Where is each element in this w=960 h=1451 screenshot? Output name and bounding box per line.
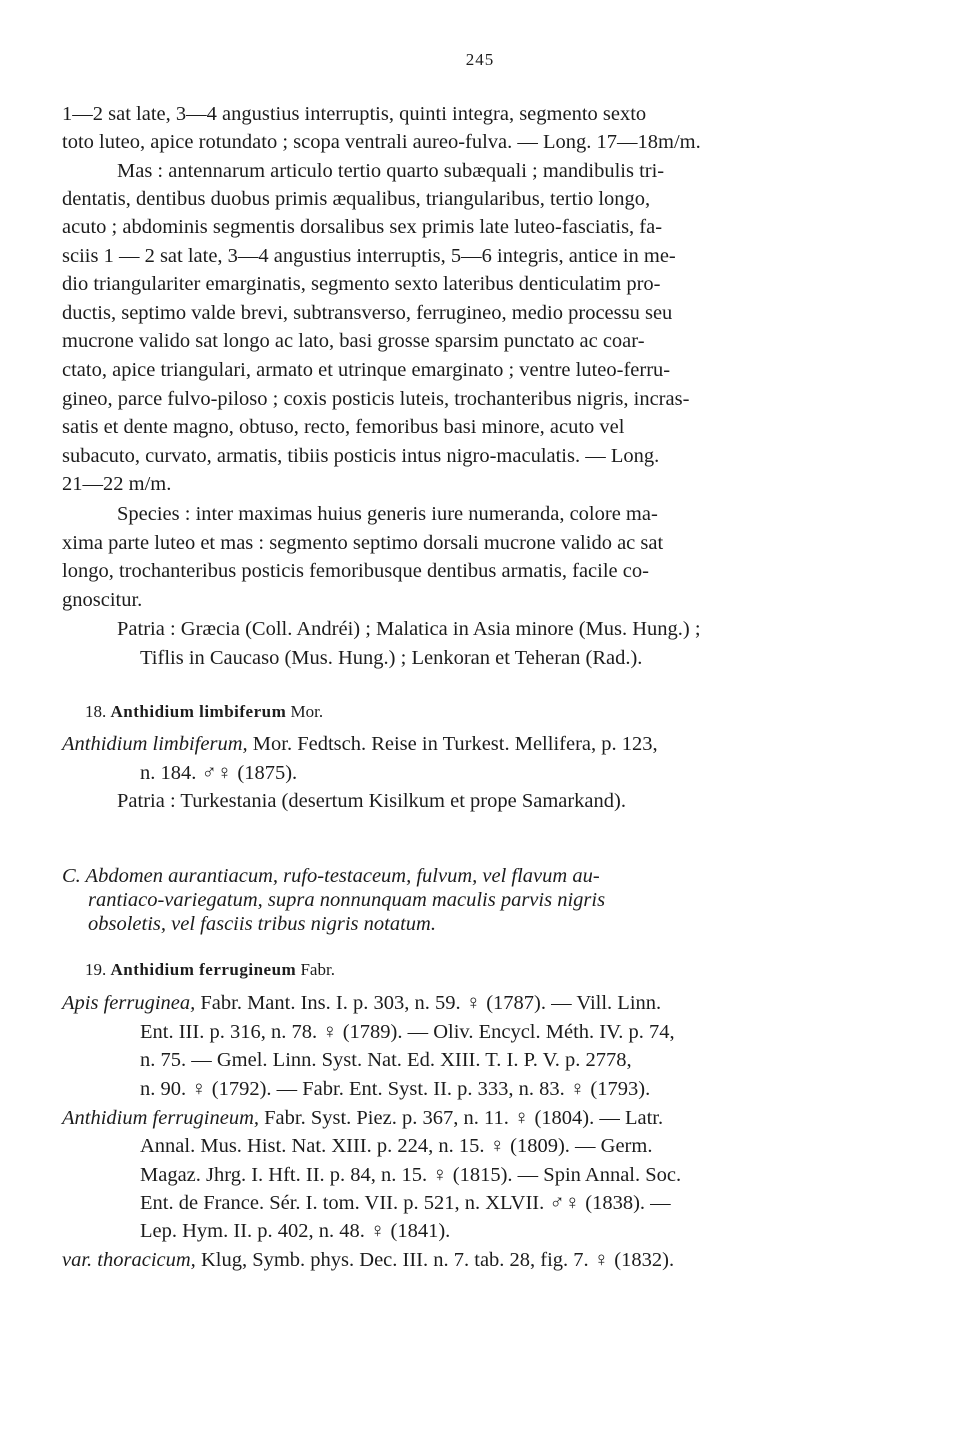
- synonym-line: [62, 1104, 663, 1132]
- page-number: 245: [465, 50, 495, 69]
- synonym-line: [62, 730, 658, 758]
- section-heading-line: obsoletis, vel fasciis tribus nigris notatum.: [88, 913, 436, 935]
- text-line: Ent. III. p. 316, n. 78. ♀ (1789). — Oliv. Encycl. Méth. IV. p. 74,: [140, 1021, 675, 1043]
- text-line: xima parte luteo et mas : segmento septimo dorsali mucrone valido ac sat: [62, 532, 664, 554]
- text-line: n. 184. ♂♀ (1875).: [140, 762, 298, 784]
- text-line: ductis, septimo valde brevi, subtransverso, ferrugineo, medio processu seu: [62, 302, 673, 324]
- text-line: sciis 1 — 2 sat late, 3—4 angustius interruptis, 5—6 integris, antice in me-: [62, 245, 676, 267]
- text-line: Patria : Græcia (Coll. Andréi) ; Malatica in Asia minore (Mus. Hung.) ;: [117, 618, 701, 640]
- text-line: Annal. Mus. Hist. Nat. XIII. p. 224, n. 15. ♀ (1809). — Germ.: [140, 1135, 653, 1157]
- text-line: satis et dente magno, obtuso, recto, femoribus basi minore, acuto vel: [62, 416, 625, 438]
- text-line: 1—2 sat late, 3—4 angustius interruptis, quinti integra, segmento sexto: [62, 103, 647, 125]
- synonym-name: Apis ferruginea,: [62, 992, 196, 1014]
- synonym-reference: Mor. Fedtsch. Reise in Turkest. Mellifera, p. 123,: [252, 733, 658, 755]
- synonym-name: Anthidium limbiferum,: [62, 733, 248, 755]
- synonym-line: [62, 989, 661, 1017]
- synonym-name: var. thoracicum,: [62, 1249, 196, 1271]
- text-line: toto luteo, apice rotundato ; scopa ventrali aureo-fulva. — Long. 17—18m/m.: [62, 131, 701, 153]
- synonym-reference: Fabr. Syst. Piez. p. 367, n. 11. ♀ (1804). — Latr.: [264, 1107, 664, 1129]
- text-line: Lep. Hym. II. p. 402, n. 48. ♀ (1841).: [140, 1220, 451, 1242]
- text-line: ctato, apice triangulari, armato et utrinque emarginato ; ventre luteo-ferru-: [62, 359, 671, 381]
- text-line: mucrone valido sat longo ac lato, basi grosse sparsim punctato ac coar-: [62, 330, 645, 352]
- text-line: 21—22 m/m.: [62, 473, 172, 495]
- synonym-reference: Fabr. Mant. Ins. I. p. 303, n. 59. ♀ (1787). — Vill. Linn.: [200, 992, 662, 1014]
- synonym-line: [62, 1246, 674, 1274]
- text-line: gnoscitur.: [62, 589, 143, 611]
- text-line: n. 90. ♀ (1792). — Fabr. Ent. Syst. II. p. 333, n. 83. ♀ (1793).: [140, 1078, 651, 1100]
- species-name: Anthidium ferrugineum: [110, 960, 297, 979]
- species-name: Anthidium limbiferum: [110, 702, 287, 721]
- species-author: Mor.: [290, 702, 324, 721]
- text-line: dentatis, dentibus duobus primis æqualibus, triangularibus, tertio longo,: [62, 188, 651, 210]
- text-line: Tiflis in Caucaso (Mus. Hung.) ; Lenkoran et Teheran (Rad.).: [140, 647, 643, 669]
- text-line: Species : inter maximas huius generis iure numeranda, colore ma-: [117, 503, 658, 525]
- species-number: 18.: [85, 702, 107, 721]
- section-heading-line: C. Abdomen aurantiacum, rufo-testaceum, fulvum, vel flavum au-: [62, 865, 600, 887]
- synonym-reference: Klug, Symb. phys. Dec. III. n. 7. tab. 28, fig. 7. ♀ (1832).: [200, 1249, 675, 1271]
- section-heading-line: rantiaco-variegatum, supra nonnunquam maculis parvis nigris: [88, 889, 606, 911]
- text-line: subacuto, curvato, armatis, tibiis posticis intus nigro-maculatis. — Long.: [62, 445, 660, 467]
- text-line: gineo, parce fulvo-piloso ; coxis posticis luteis, trochanteribus nigris, incras-: [62, 388, 690, 410]
- species-author: Fabr.: [300, 960, 335, 979]
- text-line: Mas : antennarum articulo tertio quarto subæquali ; mandibulis tri-: [117, 160, 665, 182]
- text-line: acuto ; abdominis segmentis dorsalibus sex primis late luteo-fasciatis, fa-: [62, 216, 663, 238]
- text-line: Ent. de France. Sér. I. tom. VII. p. 521, n. XLVII. ♂♀ (1838). —: [140, 1192, 671, 1214]
- text-line: Magaz. Jhrg. I. Hft. II. p. 84, n. 15. ♀ (1815). — Spin Annal. Soc.: [140, 1164, 682, 1186]
- species-heading: [85, 700, 323, 724]
- text-line: longo, trochanteribus posticis femoribusque dentibus armatis, facile co-: [62, 560, 649, 582]
- text-line: dio triangulariter emarginatis, segmento sexto lateribus denticulatim pro-: [62, 273, 661, 295]
- species-number: 19.: [85, 960, 107, 979]
- species-heading: [85, 958, 335, 982]
- text-line: Patria : Turkestania (desertum Kisilkum et prope Samarkand).: [117, 790, 626, 812]
- text-line: n. 75. — Gmel. Linn. Syst. Nat. Ed. XIII. T. I. P. V. p. 2778,: [140, 1049, 632, 1071]
- synonym-name: Anthidium ferrugineum,: [62, 1107, 260, 1129]
